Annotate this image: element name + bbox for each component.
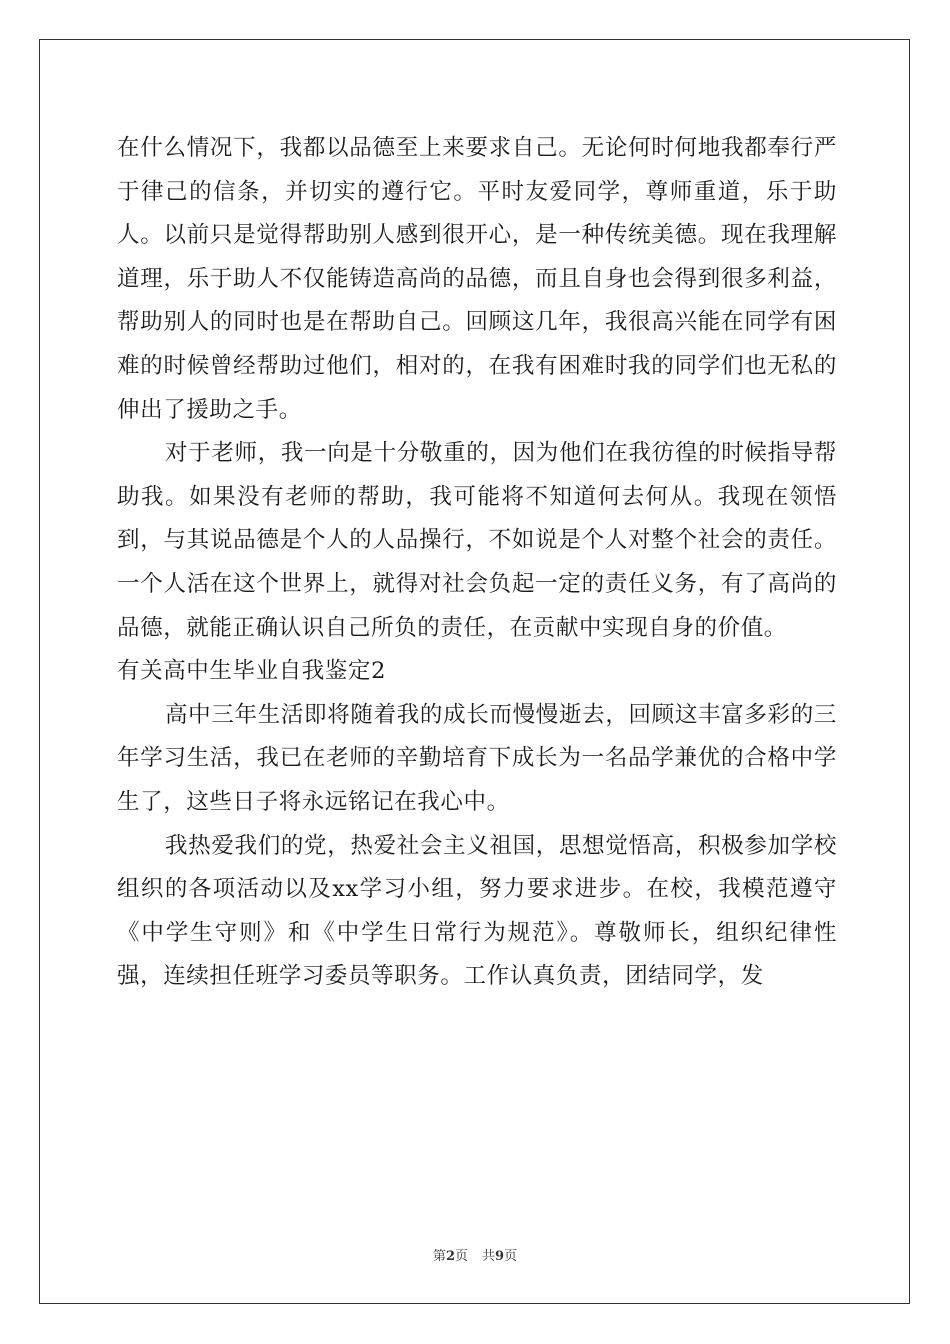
total-pages: 9 xyxy=(495,1249,505,1264)
paragraph-party: 我热爱我们的党，热爱社会主义祖国，思想觉悟高，积极参加学校组织的各项活动以及xx学习小组，努力要求进步。在校，我模范遵守《中学生守则》和《中学生日常行为规范》。尊敬师长，组织纪律性强，连续担任班学习委员等职务。工作认真负责，团结同学，发 xyxy=(117,832,837,990)
paragraph-intro: 高中三年生活即将随着我的成长而慢慢逝去，回顾这丰富多彩的三年学习生活，我已在老师的辛勤培育下成长为一名品学兼优的合格中学生了，这些日子将永远铭记在我心中。 xyxy=(117,701,837,815)
total-prefix: 共 xyxy=(482,1249,496,1264)
total-suffix: 页 xyxy=(504,1249,518,1264)
page-footer xyxy=(0,1245,950,1264)
page-number: 2 xyxy=(445,1249,455,1264)
document-body xyxy=(117,127,837,999)
paragraph-teachers: 对于老师，我一向是十分敬重的，因为他们在我彷徨的时候指导帮助我。如果没有老师的帮助，我可能将不知道何去何从。我现在领悟到，与其说品德是个人的人品操行，不如说是个人对整个社会的责任。一个人活在这个世界上，就得对社会负起一定的责任义务，有了高尚的品德，就能正确认识自己所负的责任，在贡献中实现自身的价值。 xyxy=(117,440,837,641)
section-heading: 有关高中生毕业自我鉴定2 xyxy=(117,658,387,685)
page-suffix: 页 xyxy=(454,1249,468,1264)
page-prefix: 第 xyxy=(432,1249,446,1264)
paragraph-character: 在什么情况下，我都以品德至上来要求自己。无论何时何地我都奉行严于律己的信条，并切实的遵行它。平时友爱同学，尊师重道，乐于助人。以前只是觉得帮助别人感到很开心，是一种传统美德。现在我理解道理，乐于助人不仅能铸造高尚的品德，而且自身也会得到很多利益，帮助别人的同时也是在帮助自己。回顾这几年，我很高兴能在同学有困难的时候曾经帮助过他们，相对的，在我有困难时我的同学们也无私的伸出了援助之手。 xyxy=(117,135,837,423)
